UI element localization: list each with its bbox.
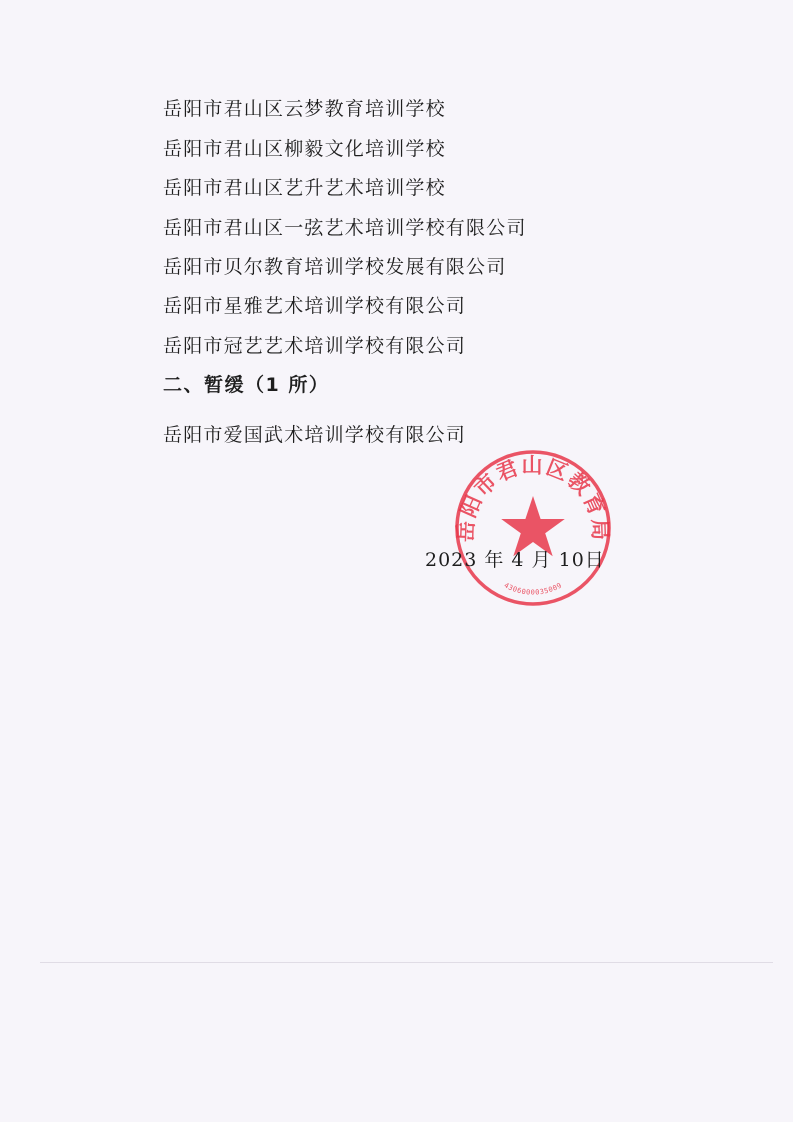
list-item: 岳阳市君山区柳毅文化培训学校 [163,138,446,160]
list-item: 岳阳市君山区一弦艺术培训学校有限公司 [163,217,527,239]
section-heading: 二、暂缓（1 所） [163,374,330,396]
list-item: 岳阳市君山区云梦教育培训学校 [163,98,446,120]
seal-text: 岳阳市君山区教育局 [453,453,613,543]
seal-serial: 4306000035009 [502,581,564,597]
scan-artifact-line [40,962,773,963]
list-item: 岳阳市冠艺艺术培训学校有限公司 [163,335,467,357]
list-item: 岳阳市星雅艺术培训学校有限公司 [163,295,467,317]
list-item: 岳阳市君山区艺升艺术培训学校 [163,177,446,199]
document-date: 2023 年 4 月 10日 [425,549,605,571]
svg-text:4306000035009 [503,581,564,596]
list-item: 岳阳市贝尔教育培训学校发展有限公司 [163,256,507,278]
list-item: 岳阳市爱国武术培训学校有限公司 [163,424,467,446]
official-seal-stamp [453,448,613,608]
